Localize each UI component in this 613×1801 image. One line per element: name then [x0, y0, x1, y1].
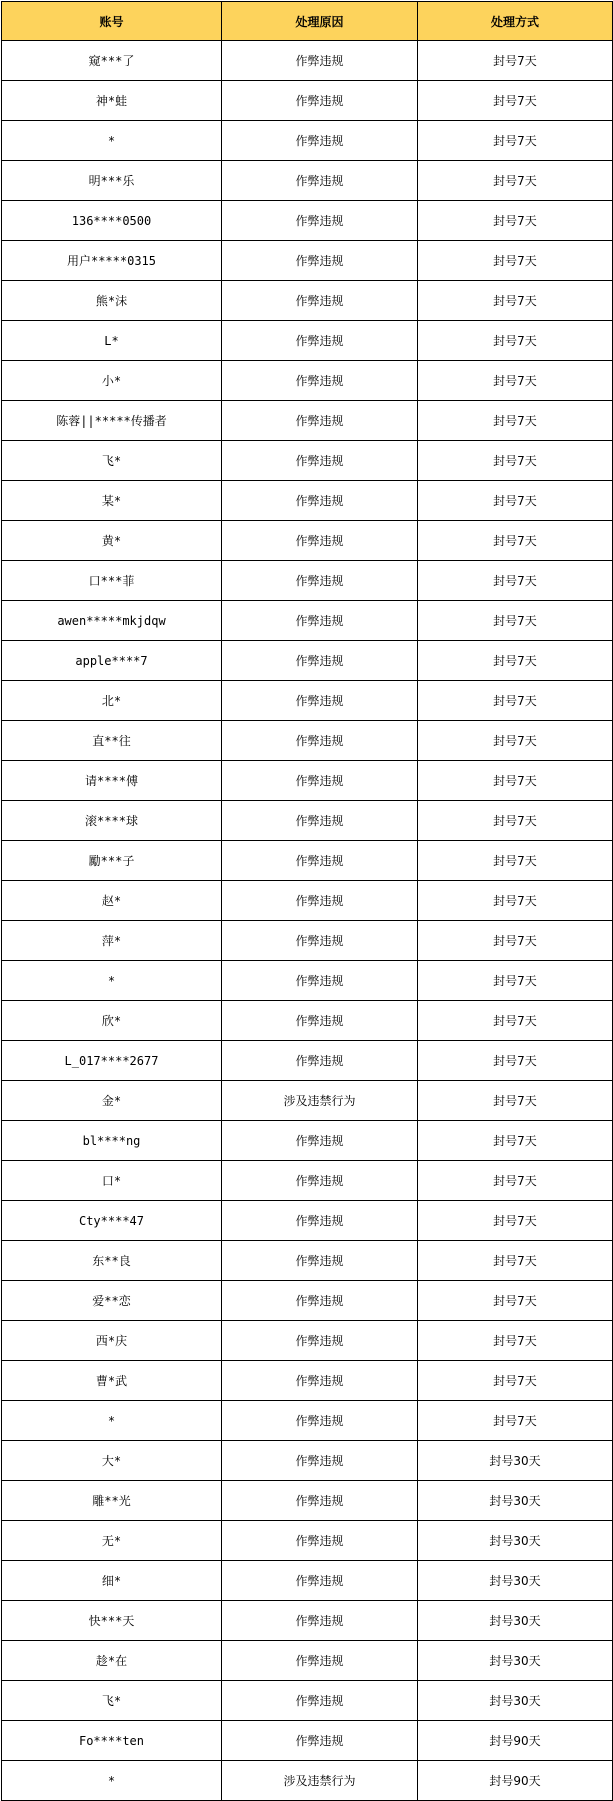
table-row [2, 601, 613, 641]
cell-account: 欣* [2, 1001, 222, 1041]
cell-reason: 作弊违规 [222, 1481, 418, 1521]
cell-reason: 作弊违规 [222, 1401, 418, 1441]
table-row [2, 161, 613, 201]
table-row [2, 1041, 613, 1081]
cell-method: 封号7天 [418, 481, 613, 521]
table-row [2, 1681, 613, 1721]
cell-reason: 作弊违规 [222, 1041, 418, 1081]
cell-method: 封号7天 [418, 361, 613, 401]
cell-reason: 作弊违规 [222, 1601, 418, 1641]
cell-method: 封号7天 [418, 641, 613, 681]
cell-reason: 作弊违规 [222, 1441, 418, 1481]
cell-account: 某* [2, 481, 222, 521]
table-row [2, 1481, 613, 1521]
cell-account: 无* [2, 1521, 222, 1561]
cell-method: 封号7天 [418, 921, 613, 961]
cell-reason: 作弊违规 [222, 561, 418, 601]
cell-reason: 作弊违规 [222, 1641, 418, 1681]
cell-method: 封号90天 [418, 1721, 613, 1761]
cell-reason: 作弊违规 [222, 961, 418, 1001]
cell-account: 滚****球 [2, 801, 222, 841]
table-row [2, 1401, 613, 1441]
cell-account: 西*庆 [2, 1321, 222, 1361]
cell-account: 曹*武 [2, 1361, 222, 1401]
table-row [2, 1441, 613, 1481]
cell-account: awen*****mkjdqw [2, 601, 222, 641]
cell-account: 请****傅 [2, 761, 222, 801]
table-row [2, 801, 613, 841]
table-row [2, 81, 613, 121]
cell-account: 爱**恋 [2, 1281, 222, 1321]
table-row [2, 761, 613, 801]
cell-reason: 作弊违规 [222, 521, 418, 561]
cell-method: 封号7天 [418, 241, 613, 281]
cell-reason: 作弊违规 [222, 281, 418, 321]
table-row [2, 921, 613, 961]
table-row [2, 281, 613, 321]
cell-method: 封号30天 [418, 1521, 613, 1561]
header-method: 处理方式 [418, 2, 613, 41]
cell-account: 细* [2, 1561, 222, 1601]
cell-method: 封号30天 [418, 1641, 613, 1681]
table-row [2, 961, 613, 1001]
table-row [2, 1321, 613, 1361]
cell-account: 东**良 [2, 1241, 222, 1281]
cell-method: 封号7天 [418, 441, 613, 481]
cell-reason: 作弊违规 [222, 481, 418, 521]
table-row [2, 361, 613, 401]
cell-reason: 作弊违规 [222, 721, 418, 761]
cell-account: Fo****ten [2, 1721, 222, 1761]
header-account: 账号 [2, 2, 222, 41]
cell-account: Cty****47 [2, 1201, 222, 1241]
table-row [2, 401, 613, 441]
cell-reason: 作弊违规 [222, 81, 418, 121]
cell-account: 黄* [2, 521, 222, 561]
table-row [2, 1761, 613, 1801]
cell-reason: 作弊违规 [222, 841, 418, 881]
cell-account: 神*蛙 [2, 81, 222, 121]
table-row [2, 481, 613, 521]
cell-method: 封号7天 [418, 1121, 613, 1161]
cell-reason: 作弊违规 [222, 241, 418, 281]
cell-account: * [2, 1761, 222, 1801]
table-row [2, 1601, 613, 1641]
cell-account: 金* [2, 1081, 222, 1121]
cell-account: 136****0500 [2, 201, 222, 241]
cell-method: 封号7天 [418, 1361, 613, 1401]
table-row [2, 1201, 613, 1241]
cell-account: 大* [2, 1441, 222, 1481]
cell-method: 封号7天 [418, 81, 613, 121]
cell-method: 封号7天 [418, 521, 613, 561]
cell-reason: 作弊违规 [222, 1281, 418, 1321]
cell-method: 封号7天 [418, 121, 613, 161]
cell-reason: 作弊违规 [222, 761, 418, 801]
cell-method: 封号30天 [418, 1681, 613, 1721]
cell-account: 飞* [2, 1681, 222, 1721]
cell-reason: 作弊违规 [222, 881, 418, 921]
cell-method: 封号7天 [418, 801, 613, 841]
cell-account: 雕**光 [2, 1481, 222, 1521]
table-row [2, 881, 613, 921]
cell-reason: 作弊违规 [222, 1321, 418, 1361]
table-row [2, 201, 613, 241]
cell-method: 封号7天 [418, 881, 613, 921]
cell-reason: 作弊违规 [222, 681, 418, 721]
cell-account: 熊*沫 [2, 281, 222, 321]
cell-reason: 作弊违规 [222, 1121, 418, 1161]
cell-method: 封号7天 [418, 401, 613, 441]
cell-account: 快***天 [2, 1601, 222, 1641]
cell-method: 封号7天 [418, 561, 613, 601]
cell-account: 用户*****0315 [2, 241, 222, 281]
cell-reason: 作弊违规 [222, 1681, 418, 1721]
cell-method: 封号30天 [418, 1441, 613, 1481]
cell-reason: 作弊违规 [222, 1721, 418, 1761]
cell-method: 封号7天 [418, 681, 613, 721]
cell-reason: 作弊违规 [222, 1161, 418, 1201]
cell-account: 飞* [2, 441, 222, 481]
cell-account: 口***菲 [2, 561, 222, 601]
cell-reason: 作弊违规 [222, 161, 418, 201]
cell-reason: 作弊违规 [222, 1361, 418, 1401]
cell-reason: 作弊违规 [222, 1201, 418, 1241]
cell-account: 窥***了 [2, 41, 222, 81]
cell-reason: 作弊违规 [222, 641, 418, 681]
cell-method: 封号30天 [418, 1481, 613, 1521]
cell-reason: 作弊违规 [222, 601, 418, 641]
cell-method: 封号30天 [418, 1601, 613, 1641]
table-row [2, 1721, 613, 1761]
cell-reason: 作弊违规 [222, 441, 418, 481]
cell-account: * [2, 961, 222, 1001]
cell-reason: 作弊违规 [222, 801, 418, 841]
cell-method: 封号7天 [418, 1001, 613, 1041]
cell-reason: 作弊违规 [222, 41, 418, 81]
table-header-row [2, 2, 613, 41]
table-row [2, 1641, 613, 1681]
cell-account: L* [2, 321, 222, 361]
cell-method: 封号7天 [418, 201, 613, 241]
cell-method: 封号7天 [418, 1201, 613, 1241]
ban-list-table [1, 1, 613, 1801]
header-reason: 处理原因 [222, 2, 418, 41]
cell-account: 萍* [2, 921, 222, 961]
cell-account: * [2, 121, 222, 161]
table-row [2, 121, 613, 161]
cell-reason: 涉及违禁行为 [222, 1761, 418, 1801]
cell-method: 封号7天 [418, 1081, 613, 1121]
table-row [2, 241, 613, 281]
cell-account: 北* [2, 681, 222, 721]
cell-account: * [2, 1401, 222, 1441]
cell-method: 封号7天 [418, 1241, 613, 1281]
table-row [2, 681, 613, 721]
table-row [2, 1361, 613, 1401]
table-row [2, 441, 613, 481]
cell-method: 封号7天 [418, 281, 613, 321]
cell-method: 封号7天 [418, 841, 613, 881]
table-row [2, 1521, 613, 1561]
cell-reason: 作弊违规 [222, 1521, 418, 1561]
cell-method: 封号7天 [418, 1401, 613, 1441]
cell-account: L_017****2677 [2, 1041, 222, 1081]
cell-method: 封号7天 [418, 1161, 613, 1201]
table-body [2, 41, 613, 1801]
cell-reason: 作弊违规 [222, 1561, 418, 1601]
cell-reason: 涉及违禁行为 [222, 1081, 418, 1121]
table-row [2, 841, 613, 881]
cell-account: 陈蓉||*****传播者 [2, 401, 222, 441]
cell-reason: 作弊违规 [222, 121, 418, 161]
table-row [2, 1561, 613, 1601]
table-row [2, 1121, 613, 1161]
cell-method: 封号30天 [418, 1561, 613, 1601]
cell-reason: 作弊违规 [222, 1001, 418, 1041]
cell-account: 小* [2, 361, 222, 401]
cell-reason: 作弊违规 [222, 201, 418, 241]
table-row [2, 1081, 613, 1121]
cell-method: 封号7天 [418, 761, 613, 801]
cell-account: apple****7 [2, 641, 222, 681]
table-row [2, 561, 613, 601]
cell-method: 封号7天 [418, 1041, 613, 1081]
table-row [2, 1161, 613, 1201]
cell-method: 封号7天 [418, 601, 613, 641]
cell-reason: 作弊违规 [222, 321, 418, 361]
table-row [2, 521, 613, 561]
cell-account: 趁*在 [2, 1641, 222, 1681]
cell-method: 封号7天 [418, 1281, 613, 1321]
cell-account: bl****ng [2, 1121, 222, 1161]
cell-account: 直**往 [2, 721, 222, 761]
cell-reason: 作弊违规 [222, 1241, 418, 1281]
cell-account: 赵* [2, 881, 222, 921]
cell-method: 封号7天 [418, 321, 613, 361]
cell-method: 封号90天 [418, 1761, 613, 1801]
cell-method: 封号7天 [418, 1321, 613, 1361]
cell-account: 口* [2, 1161, 222, 1201]
cell-reason: 作弊违规 [222, 361, 418, 401]
cell-reason: 作弊违规 [222, 401, 418, 441]
cell-method: 封号7天 [418, 41, 613, 81]
table-row [2, 721, 613, 761]
table-row [2, 321, 613, 361]
table-row [2, 641, 613, 681]
table-row [2, 1001, 613, 1041]
table-row [2, 41, 613, 81]
cell-method: 封号7天 [418, 721, 613, 761]
cell-method: 封号7天 [418, 961, 613, 1001]
cell-account: 明***乐 [2, 161, 222, 201]
cell-account: 勵***子 [2, 841, 222, 881]
table-row [2, 1281, 613, 1321]
cell-method: 封号7天 [418, 161, 613, 201]
cell-reason: 作弊违规 [222, 921, 418, 961]
table-row [2, 1241, 613, 1281]
